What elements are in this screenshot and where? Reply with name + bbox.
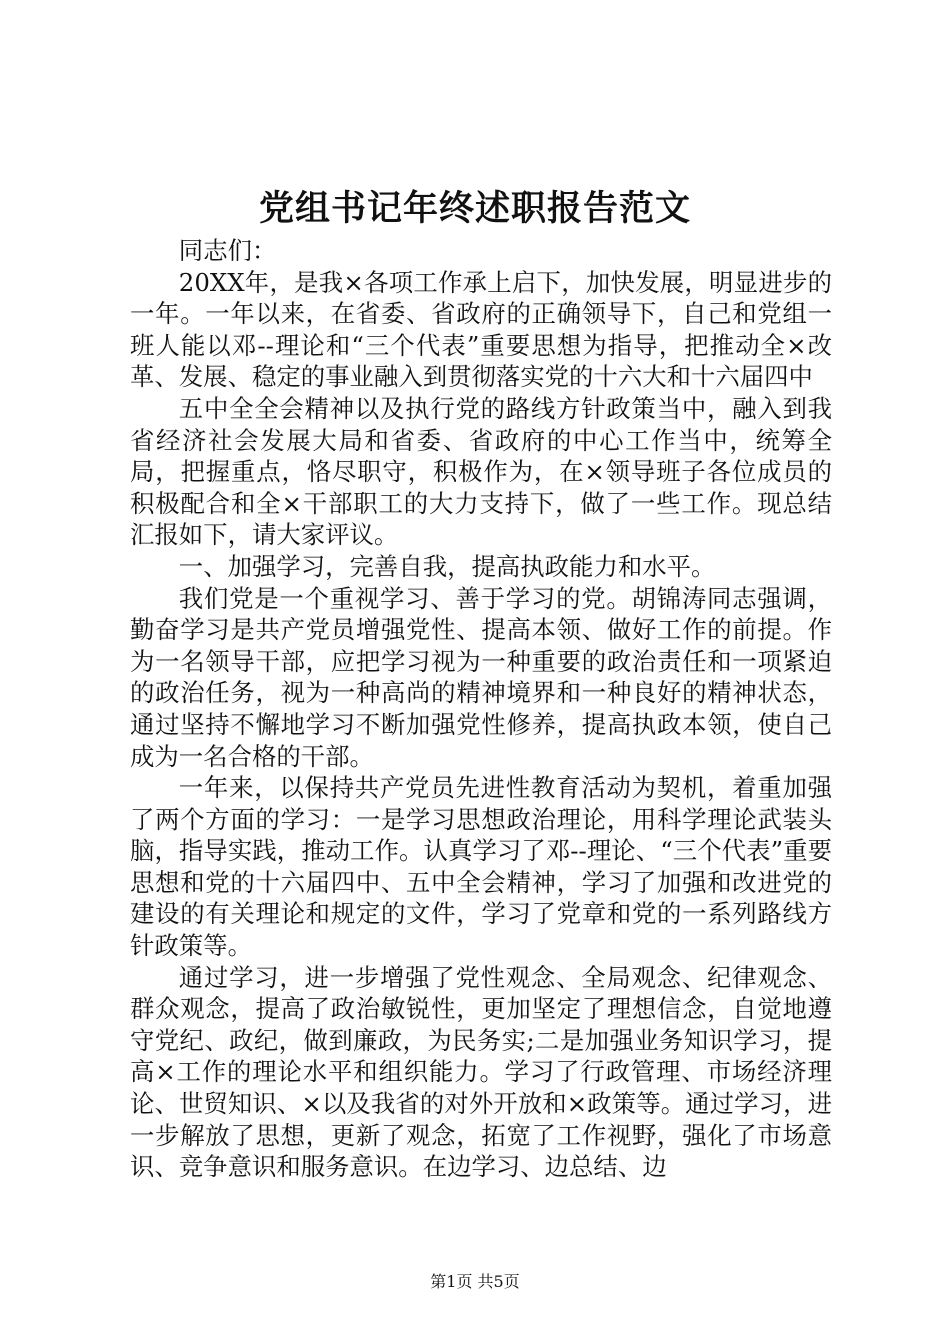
section-heading: 一、加强学习，完善自我，提高执政能力和水平。 <box>178 551 716 581</box>
paragraph-salutation: 同志们： <box>178 236 277 265</box>
document-title: 党组书记年终述职报告范文 <box>258 188 691 229</box>
paragraph: 20XX年，是我×各项工作承上启下，加快发展，明显进步的一年。一年以来，在省委、省政府的正确领导下，自己和党组一班人能以邓--理论和“三个代表”重要思想为指导，把推动全×改革、发展、稳定的事业融入到贯彻落实党的十六大和十六届四中 <box>130 267 832 392</box>
page-number-footer: 第1页 共5页 <box>430 1272 520 1291</box>
paragraph: 通过学习，进一步增强了党性观念、全局观念、纪律观念、群众观念，提高了政治敏锐性，更加坚定了理想信念，自觉地遵守党纪、政纪，做到廉政，为民务实;二是加强业务知识学习，提高×工作的理论水平和组织能力。学习了行政管理、市场经济理论、世贸知识、×以及我省的对外开放和×政策等。通过学习，进一步解放了思想，更新了观念，拓宽了工作视野，强化了市场意识、竞争意识和服务意识。在边学习、边总结、边 <box>130 962 832 1182</box>
paragraph: 我们党是一个重视学习、善于学习的党。胡锦涛同志强调，勤奋学习是共产党员增强党性、提高本领、做好工作的前提。作为一名领导干部，应把学习视为一种重要的政治责任和一项紧迫的政治任务，视为一种高尚的精神境界和一种良好的精神状态，通过坚持不懈地学习不断加强党性修养，提高执政本领，使自己成为一名合格的干部。 <box>130 583 832 771</box>
document-body <box>130 235 832 1183</box>
paragraph: 五中全全会精神以及执行党的路线方针政策当中，融入到我省经济社会发展大局和省委、省政府的中心工作当中，统筹全局，把握重点，恪尽职守，积极作为，在×领导班子各位成员的积极配合和全×干部职工的大力支持下，做了一些工作。现总结汇报如下，请大家评议。 <box>130 393 832 550</box>
paragraph: 一年来，以保持共产党员先进性教育活动为契机，着重加强了两个方面的学习：一是学习思想政治理论，用科学理论武装头脑，指导实践，推动工作。认真学习了邓--理论、“三个代表”重要思想和党的十六届四中、五中全会精神，学习了加强和改进党的建设的有关理论和规定的文件，学习了党章和党的一系列路线方针政策等。 <box>130 773 832 961</box>
